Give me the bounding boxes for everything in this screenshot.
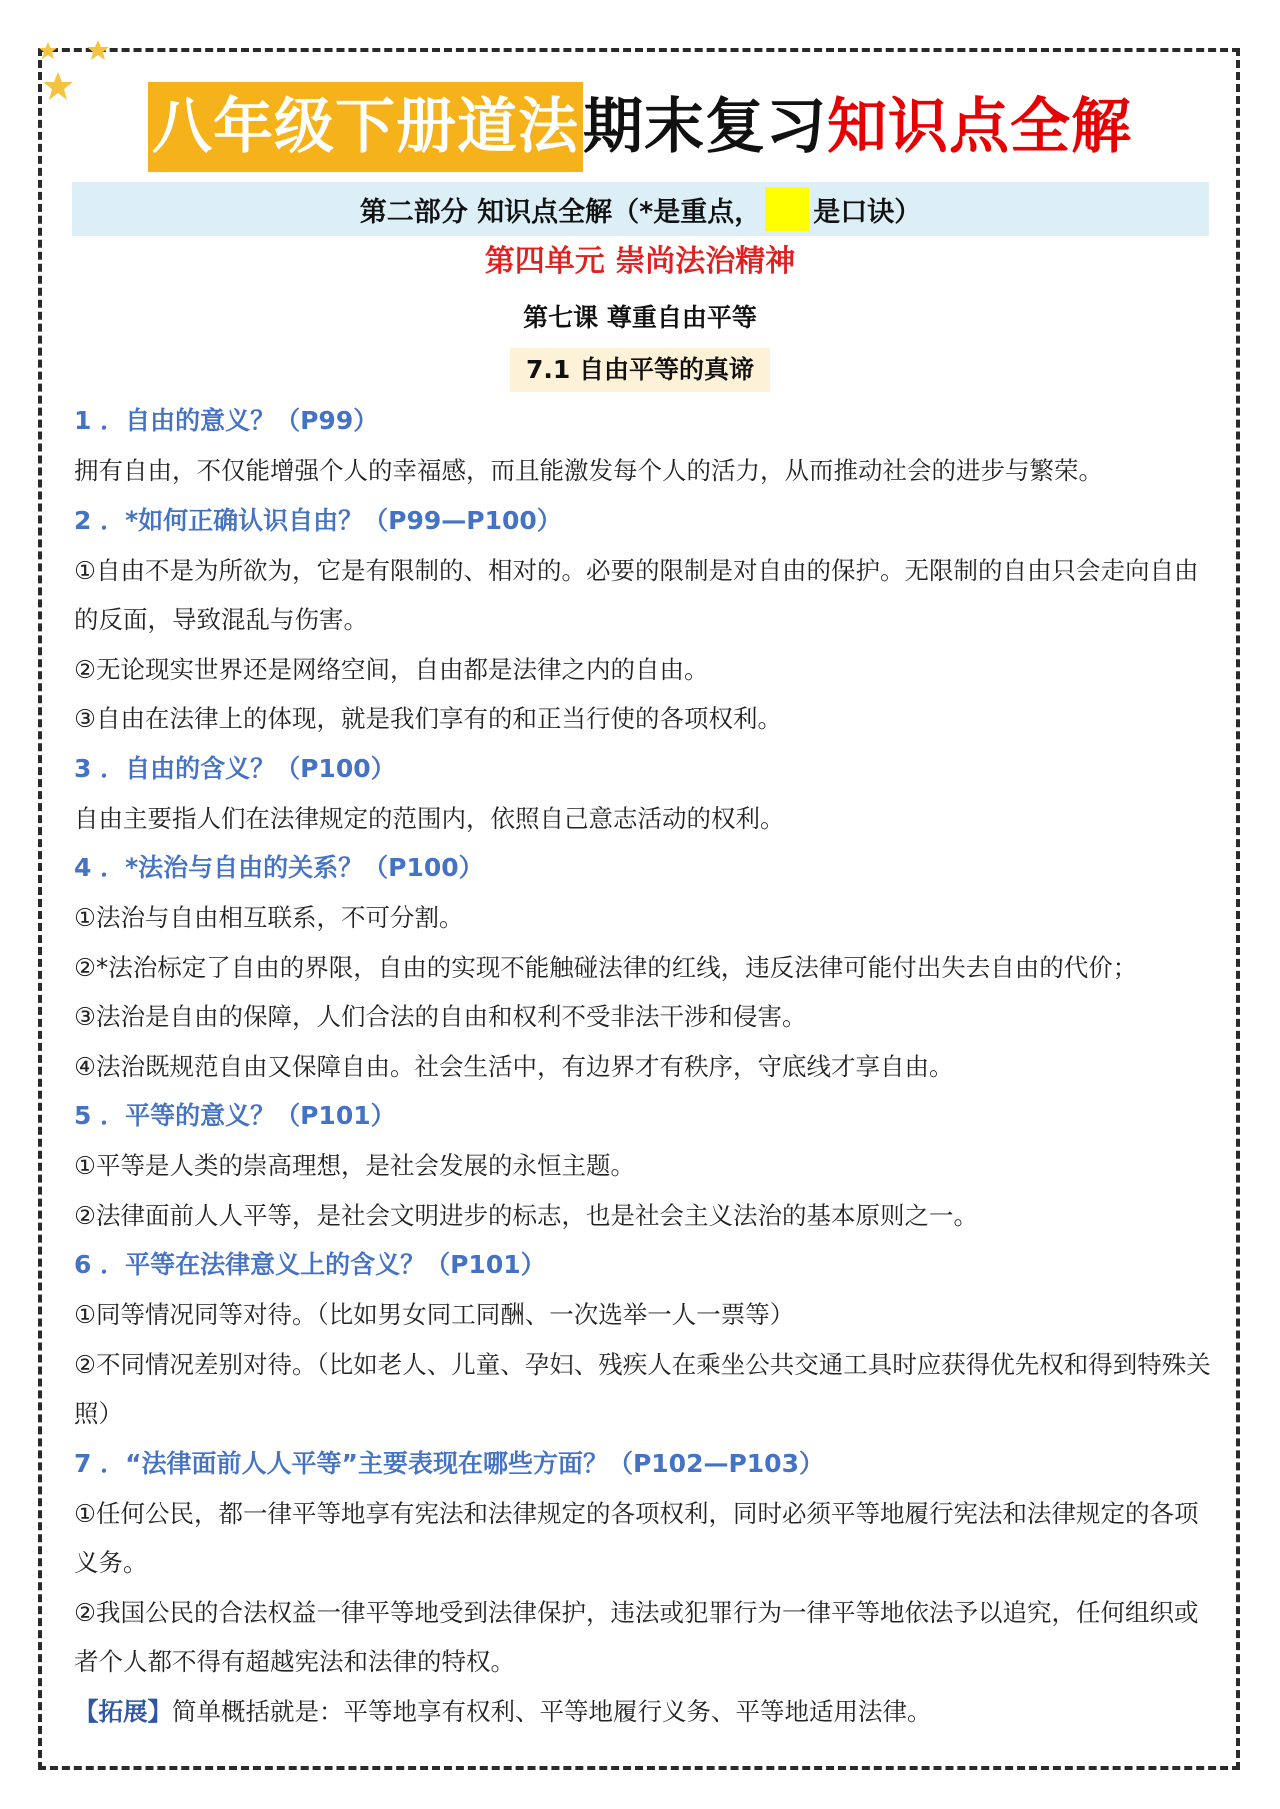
answer-paragraph: ①同等情况同等对待。（比如男女同工同酬、一次选举一人一票等） xyxy=(74,1300,795,1329)
question-heading: 5 ．平等的意义？（P101） xyxy=(74,1101,396,1130)
section-title: 7.1 自由平等的真谛 xyxy=(510,348,770,392)
section-title-wrap xyxy=(0,348,1280,392)
title-grade-label: 八年级下册道法 xyxy=(148,82,583,172)
answer-paragraph: ④法治既规范自由又保障自由。社会生活中，有边界才有秩序，守底线才享自由。 xyxy=(74,1051,954,1081)
answer-paragraph: ①平等是人类的崇高理想，是社会发展的永恒主题。 xyxy=(74,1151,635,1180)
part-heading-prefix: 第二部分 知识点全解（*是重点， xyxy=(359,196,762,228)
extension-label: 【拓展】 xyxy=(74,1696,172,1726)
question-heading: 4 ．*法治与自由的关系？（P100） xyxy=(74,853,484,882)
question-heading: 2 ．*如何正确认识自由？（P99—P100） xyxy=(74,505,562,535)
question-heading: 1 ．自由的意义？（P99） xyxy=(74,406,379,435)
part-heading-bar xyxy=(72,182,1209,236)
answer-paragraph: ②无论现实世界还是网络空间，自由都是法律之内的自由。 xyxy=(74,654,709,684)
answer-paragraph: ③法治是自由的保障，人们合法的自由和权利不受非法干涉和侵害。 xyxy=(74,1002,807,1031)
extension-text: 简单概括就是：平等地享有权利、平等地履行义务、平等地适用法律。 xyxy=(172,1696,932,1726)
title-knowledge-label: 知识点全解 xyxy=(827,92,1132,162)
title-review-label: 期末复习 xyxy=(583,92,827,162)
answer-paragraph: ②我国公民的合法权益一律平等地受到法律保护，违法或犯罪行为一律平等地依法予以追究，任何组织或者个人都不得有超越宪法和法律的特权。 xyxy=(74,1597,1199,1676)
answer-paragraph: ①任何公民，都一律平等地享有宪法和法律规定的各项权利，同时必须平等地履行宪法和法律规定的各项义务。 xyxy=(74,1498,1199,1577)
answer-paragraph: ③自由在法律上的体现，就是我们享有的和正当行使的各项权利。 xyxy=(74,704,782,733)
page-title xyxy=(0,82,1280,172)
answer-paragraph: ②不同情况差别对待。（比如老人、儿童、孕妇、残疾人在乘坐公共交通工具时应获得优先权和得到特殊关照） xyxy=(74,1349,1211,1428)
answer-paragraph: 自由主要指人们在法律规定的范围内，依照自己意志活动的权利。 xyxy=(74,803,785,833)
part-heading-suffix: 是口诀） xyxy=(813,196,922,228)
answer-paragraph: 拥有自由，不仅能增强个人的幸福感，而且能激发每个人的活力，从而推动社会的进步与繁荣。 xyxy=(74,456,1103,485)
question-heading: 6 ．平等在法律意义上的含义？（P101） xyxy=(74,1250,546,1279)
question-heading: 7 ．“法律面前人人平等”主要表现在哪些方面？（P102—P103） xyxy=(74,1448,824,1478)
answer-paragraph: ①自由不是为所欲为，它是有限制的、相对的。必要的限制是对自由的保护。无限制的自由只会走向自由的反面，导致混乱与伤害。 xyxy=(74,555,1199,634)
mnemonic-highlight-swatch xyxy=(765,187,809,231)
answer-paragraph: ②*法治标定了自由的界限，自由的实现不能触碰法律的红线，违反法律可能付出失去自由的代价； xyxy=(74,952,1138,982)
answer-paragraph: ①法治与自由相互联系，不可分割。 xyxy=(74,903,464,932)
content-body xyxy=(74,396,1214,1736)
answer-paragraph: ②法律面前人人平等，是社会文明进步的标志，也是社会主义法治的基本原则之一。 xyxy=(74,1200,978,1230)
extension-note xyxy=(74,1687,1214,1737)
lesson-title: 第七课 尊重自由平等 xyxy=(523,303,757,332)
question-heading: 3 ．自由的含义？（P100） xyxy=(74,753,396,783)
unit-title: 第四单元 崇尚法治精神 xyxy=(484,244,796,279)
